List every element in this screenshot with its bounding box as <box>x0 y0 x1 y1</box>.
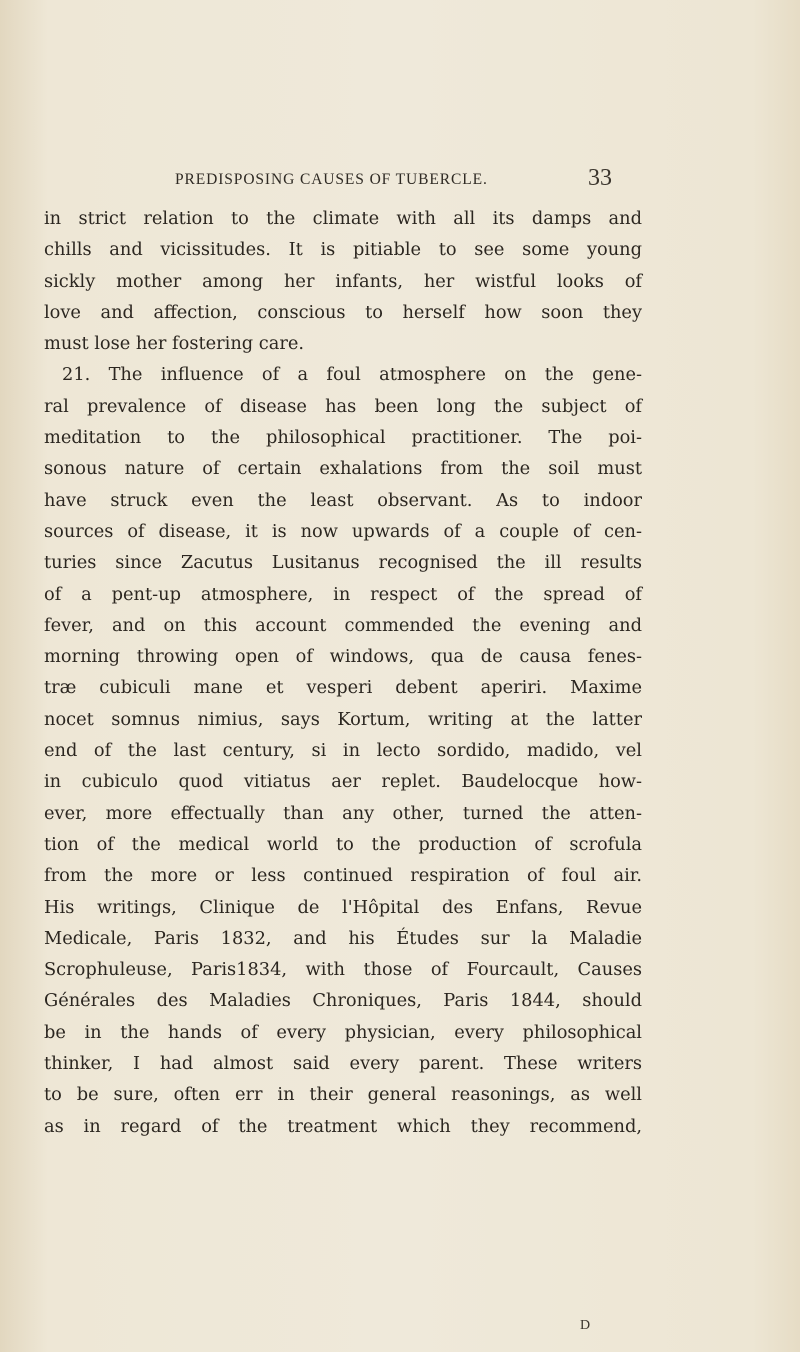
text-line: to be sure, often err in their general reasonings, as well <box>44 1084 642 1106</box>
text-line: sources of disease, it is now upwards of a couple of cen- <box>44 520 642 542</box>
text-line: 21. The influence of a foul atmosphere on the gene- <box>62 364 642 386</box>
text-line: thinker, I had almost said every parent. These writers <box>44 1053 642 1075</box>
page-number: 33 <box>588 165 612 191</box>
text-line: morning throwing open of windows, qua de causa fenes- <box>44 646 642 668</box>
running-head <box>0 165 800 195</box>
text-line: turies since Zacutus Lusitanus recognised the ill results <box>44 552 642 574</box>
running-title: PREDISPOSING CAUSES OF TUBERCLE. <box>175 171 488 188</box>
text-line: Medicale, Paris 1832, and his Études sur la Maladie <box>44 927 642 949</box>
text-line: ever, more effectually than any other, turned the atten- <box>44 802 642 824</box>
signature-mark: D <box>580 1318 591 1333</box>
text-line: from the more or less continued respiration of foul air. <box>44 865 642 887</box>
text-line: in cubiculo quod vitiatus aer replet. Baudelocque how- <box>44 771 642 793</box>
text-line: His writings, Clinique de l'Hôpital des Enfans, Revue <box>44 896 642 918</box>
text-line: tion of the medical world to the production of scrofula <box>44 833 642 855</box>
text-line: Scrophuleuse, Paris1834, with those of Fourcault, Causes <box>44 959 642 981</box>
text-line: end of the last century, si in lecto sordido, madido, vel <box>44 740 642 762</box>
text-line: træ cubiculi mane et vesperi debent aperiri. Maxime <box>44 677 642 699</box>
text-line: nocet somnus nimius, says Kortum, writing at the latter <box>44 708 642 730</box>
text-line: of a pent-up atmosphere, in respect of the spread of <box>44 583 642 605</box>
text-line: fever, and on this account commended the evening and <box>44 614 642 636</box>
text-line: sonous nature of certain exhalations from the soil must <box>44 458 642 480</box>
text-line: Générales des Maladies Chroniques, Paris 1844, should <box>44 990 642 1012</box>
text-line: have struck even the least observant. As to indoor <box>44 489 642 511</box>
text-line: be in the hands of every physician, every philosophical <box>44 1021 642 1043</box>
text-line: must lose her fostering care. <box>44 333 305 355</box>
text-line: as in regard of the treatment which they recommend, <box>44 1115 642 1137</box>
text-line: in strict relation to the climate with all its damps and <box>44 208 642 229</box>
text-line: ral prevalence of disease has been long the subject of <box>44 395 642 417</box>
text-line: love and affection, conscious to herself how soon they <box>44 301 642 323</box>
text-line: meditation to the philosophical practitioner. The poi- <box>44 427 642 449</box>
text-line: sickly mother among her infants, her wistful looks of <box>44 270 642 292</box>
body-text <box>44 203 642 1142</box>
text-line: chills and vicissitudes. It is pitiable to see some young <box>44 239 642 261</box>
